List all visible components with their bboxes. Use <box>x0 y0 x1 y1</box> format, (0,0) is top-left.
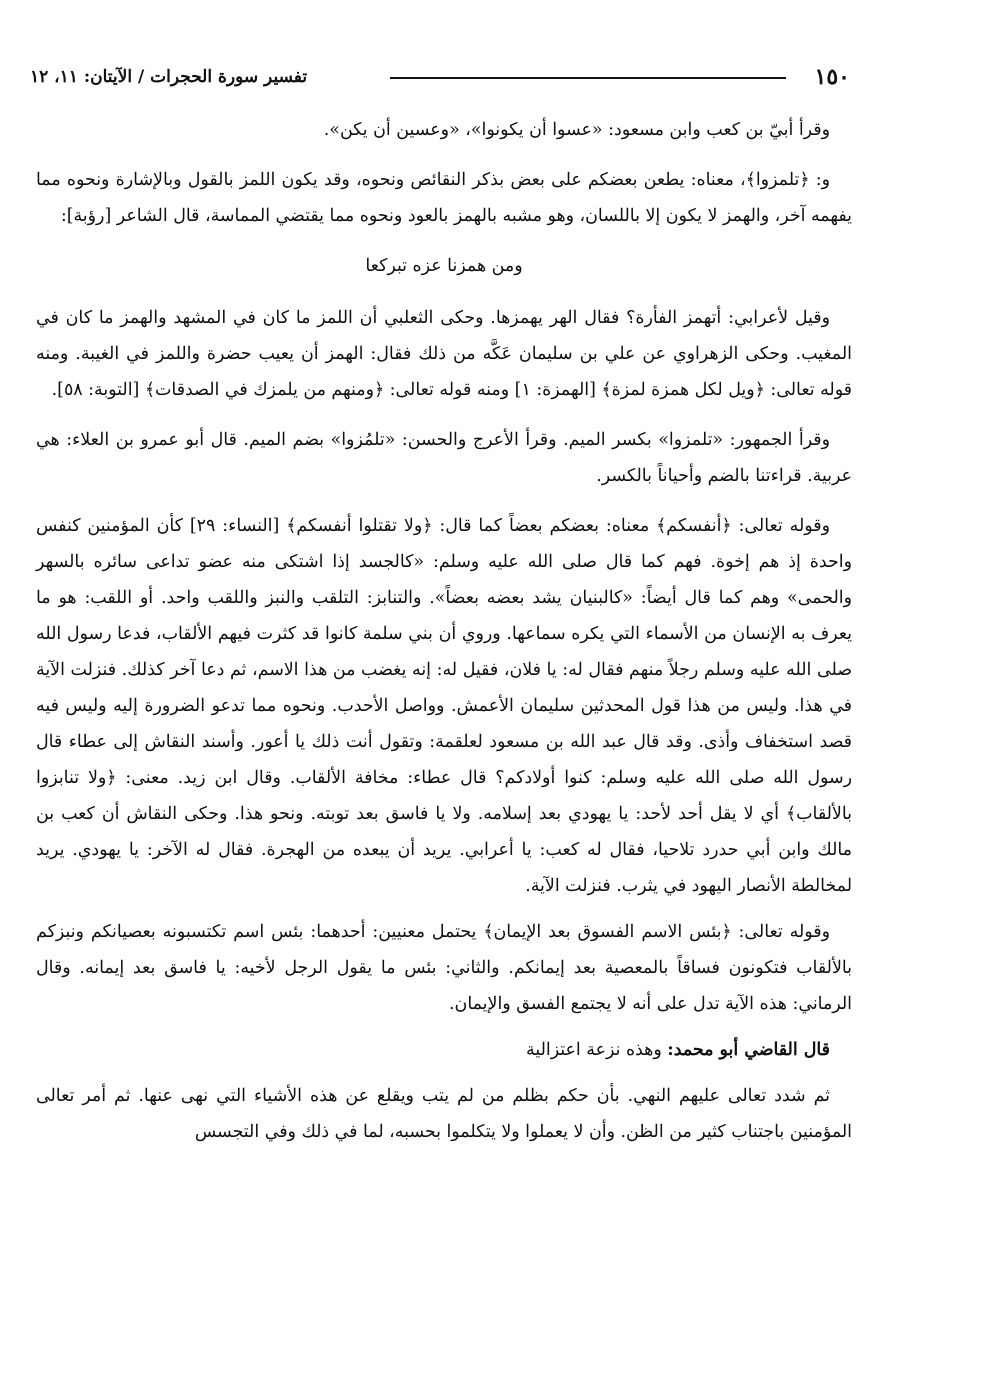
paragraph-readings: وقرأ الجمهور: «تلمزوا» بكسر الميم. وقرأ الأعرج والحسن: «تلمُزوا» بضم الميم. قال أبو عمرو بن العلاء: هي عربية. قراءتنا بالضم وأحياناً بالكسر. <box>36 430 852 486</box>
running-title: تفسير سورة الحجرات / الآيتان: ١١، ١٢ <box>30 67 308 87</box>
qadi-lead: قال القاضي أبو محمد: <box>667 1040 830 1060</box>
paragraph-bi-sa-al-ism: وقوله تعالى: ﴿بئس الاسم الفسوق بعد الإيمان﴾ يحتمل معنيين: أحدهما: بئس اسم تكتسبونه بعصيانكم ونبزكم بالألقاب فتكونون فساقاً بالمعصية بعد إيمانكم. والثاني: بئس ما يقول الرجل لأخيه: يا فاسق بعد إيمانه. وقال الرماني: هذه الآية تدل على أنه لا يجتمع الفسق والإيمان. <box>36 922 852 1014</box>
page-number: ١٥٠ <box>814 64 850 90</box>
paragraph-reading-ubayy: وقرأ أبيّ بن كعب وابن مسعود: «عسوا أن يكونوا»، «وعسين أن يكن». <box>323 120 830 140</box>
poetry-verse: ومن همزنا عزه تبركعا <box>365 256 523 276</box>
page-header <box>30 62 850 98</box>
qadi-text: وهذه نزعة اعتزالية <box>526 1040 668 1060</box>
paragraph-hamz-lamz: وقيل لأعرابي: أتهمز الفأرة؟ فقال الهر يهمزها. وحكى الثعلبي أن اللمز ما كان في المشهد والهمز ما كان في المغيب. وحكى الزهراوي عن علي بن سليمان عَكَّه من ذلك فقال: الهمز أن يعيب حضرة واللمز في الغيبة. ومنه قوله تعالى: ﴿ويل لكل همزة لمزة﴾ [الهمزة: ١] ومنه قوله تعالى: ﴿ومنهم من يلمزك في الصدقات﴾ [التوبة: ٥٨]. <box>36 308 852 400</box>
paragraph-qadi-note <box>36 1032 852 1068</box>
header-rule <box>390 77 786 79</box>
paragraph-anfusakum: وقوله تعالى: ﴿أنفسكم﴾ معناه: بعضكم بعضاً كما قال: ﴿ولا تقتلوا أنفسكم﴾ [النساء: ٢٩] كأن المؤمنين كنفس واحدة إذ هم إخوة. فهم كما قال صلى الله عليه وسلم: «كالجسد إذا اشتكى منه عضو تداعى سائره بالسهر والحمى» وهم كما قال أيضاً: «كالبنيان يشد بعضه بعضاً». والتنابز: التلقب والنبز واللقب واحد. أو اللقب: هو ما يعرف به الإنسان من الأسماء التي يكره سماعها. وروي أن بني سلمة كانوا قد كثرت فيهم الألقاب، فدعا رسول الله صلى الله عليه وسلم رجلاً منهم فقال له: يا فلان، فقيل له: إنه يغضب من هذا الاسم، ثم دعا آخر كذلك. فنزلت الآية في هذا. وليس من هذا قول المحدثين سليمان الأعمش. وواصل الأحدب. ونحوه مما تدعو الضرورة إليه وليس فيه قصد استخفاف وأذى. وقد قال عبد الله بن مسعود لعلقمة: وتقول أنت ذلك يا أعور. وأسند النقاش إلى عطاء قال رسول الله صلى الله عليه وسلم: كنوا أولادكم؟ قال عطاء: مخافة الألقاب. وقال ابن زيد. معنى: ﴿ولا تنابزوا بالألقاب﴾ أي لا يقل أحد لأحد: يا يهودي بعد إسلامه. ولا يا فاسق بعد توبته. ونحو هذا. وحكى النقاش أن كعب بن مالك وابن أبي حدرد تلاحيا، فقال له كعب: يا أعرابي. يريد أن يبعده من الهجرة. فقال له الآخر: يا يهودي. يريد لمخالطة الأنصار اليهود في يثرب. فنزلت الآية. <box>36 516 852 896</box>
page-body <box>36 112 852 1164</box>
paragraph-talmizu-meaning: و: ﴿تلمزوا﴾، معناه: يطعن بعضكم على بعض بذكر النقائص ونحوه، وقد يكون اللمز بالقول وبالإشارة ونحوه مما يفهمه آخر، والهمز لا يكون إلا باللسان، وهو مشبه بالهمز بالعود ونحوه مما يقتضي المماسة، قال الشاعر [رؤبة]: <box>36 170 852 226</box>
paragraph-zann: ثم شدد تعالى عليهم النهي. بأن حكم بظلم من لم يتب ويقلع عن هذه الأشياء التي نهى عنها. ثم أمر تعالى المؤمنين باجتناب كثير من الظن. وأن لا يعملوا ولا يتكلموا بحسبه، لما في ذلك وفي التجسس <box>36 1086 852 1142</box>
